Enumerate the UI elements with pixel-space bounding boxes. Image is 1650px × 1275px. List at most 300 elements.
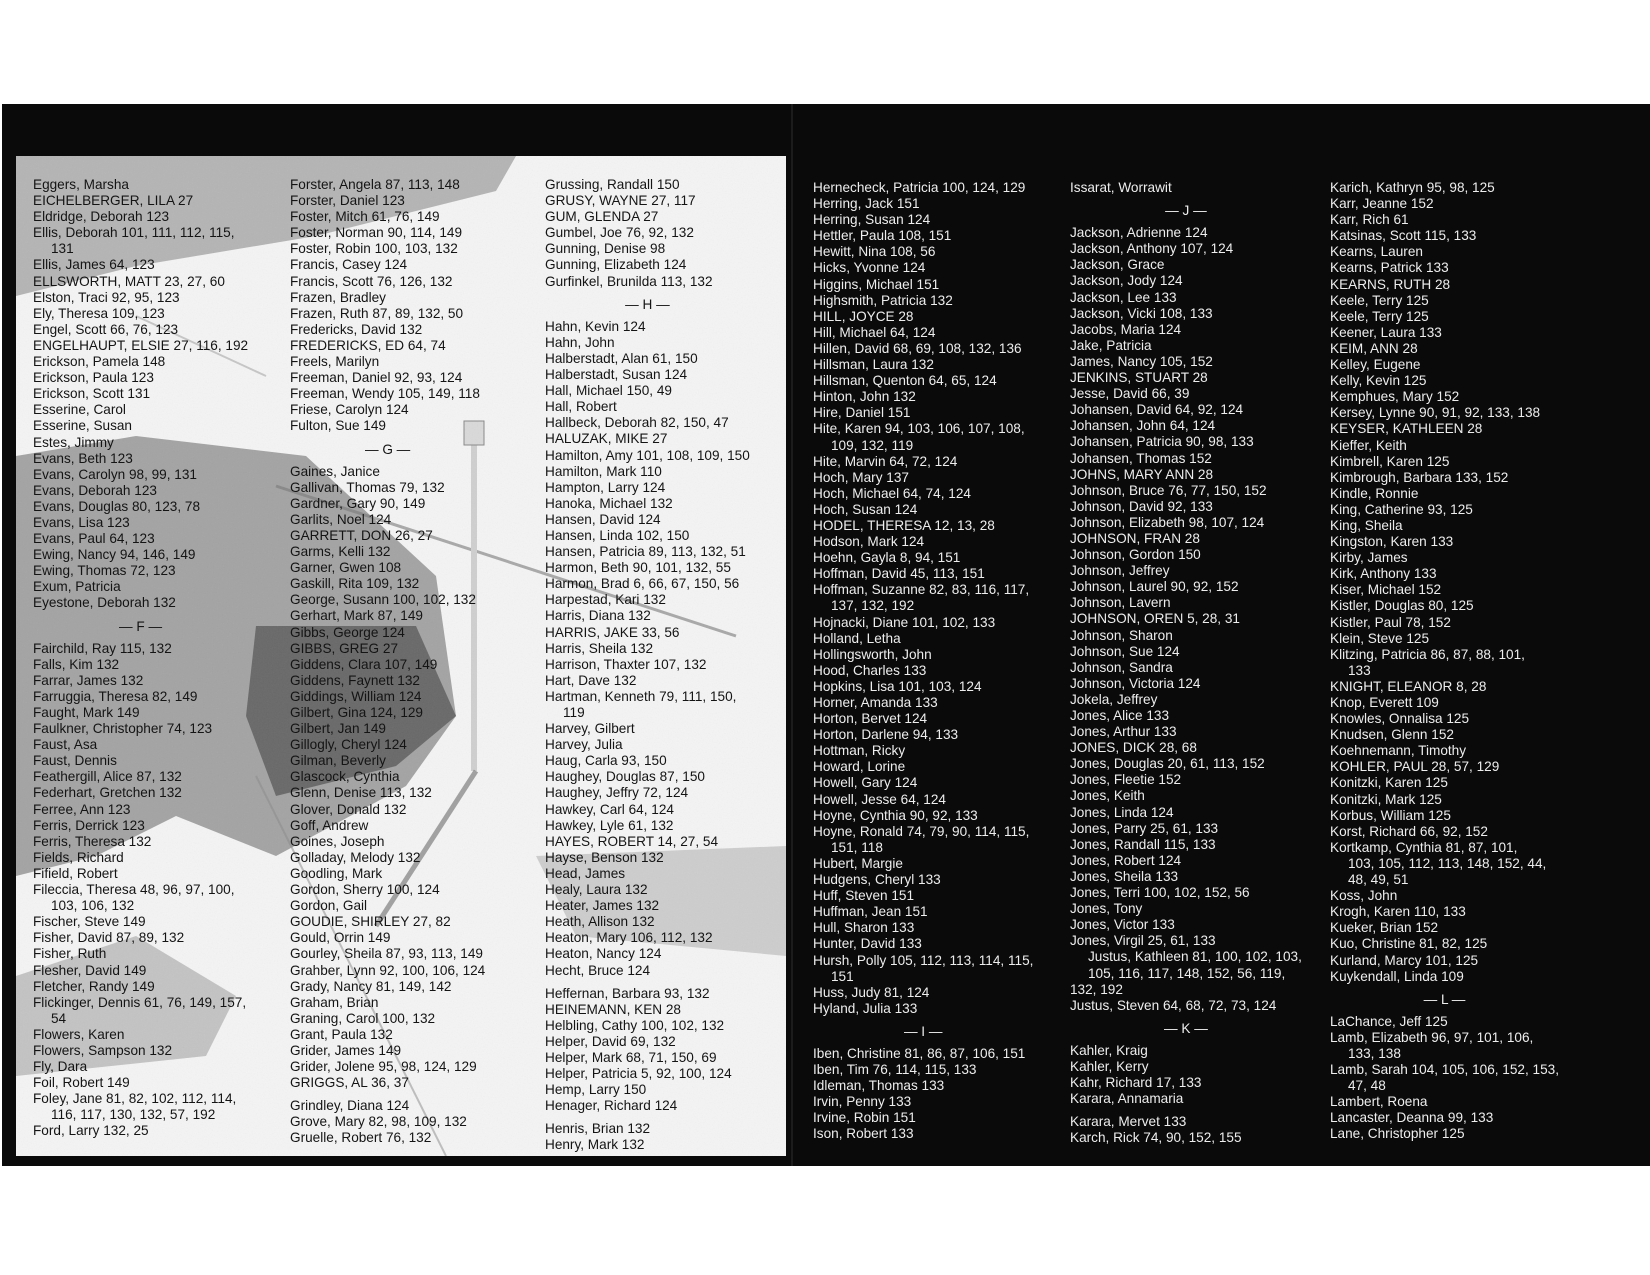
index-entry: Ely, Theresa 109, 123 [33, 305, 165, 321]
index-entry: Harvey, Julia [545, 737, 623, 753]
index-entry: Hill, Michael 64, 124 [813, 324, 936, 340]
index-entry: Justus, Steven 64, 68, 72, 73, 124 [1070, 997, 1277, 1013]
index-entry: Howell, Jesse 64, 124 [813, 791, 946, 807]
index-entry: Jones, Randall 115, 133 [1070, 836, 1216, 852]
index-entry-continuation: 151, 118 [831, 839, 883, 855]
index-entry: Eyestone, Deborah 132 [33, 595, 176, 611]
index-entry: Gunning, Denise 98 [545, 241, 666, 257]
index-entry: Hawkey, Lyle 61, 132 [545, 817, 674, 833]
index-entry: JOHNSON, OREN 5, 28, 31 [1070, 611, 1240, 627]
index-entry: Heater, James 132 [545, 898, 660, 914]
index-entry: Ferris, Derrick 123 [33, 817, 145, 833]
index-entry: HODEL, THERESA 12, 13, 28 [813, 517, 995, 533]
index-entry: Ellis, Deborah 101, 111, 112, 115, [33, 225, 235, 241]
index-entry: Kurland, Marcy 101, 125 [1330, 952, 1479, 968]
index-entry: Howard, Lorine [813, 759, 906, 775]
index-entry: Hoyne, Cynthia 90, 92, 133 [813, 807, 978, 823]
index-entry: Frazen, Bradley [290, 289, 386, 305]
index-entry: JENKINS, STUART 28 [1070, 370, 1208, 386]
index-entry: ELLSWORTH, MATT 23, 27, 60 [33, 273, 225, 289]
index-entry: Hoehn, Gayla 8, 94, 151 [813, 550, 961, 566]
index-entry: HEINEMANN, KEN 28 [545, 1001, 681, 1017]
index-column-6 [1330, 180, 1559, 1143]
index-entry: Foley, Jane 81, 82, 102, 112, 114, [33, 1091, 237, 1107]
index-entry: Head, James [545, 865, 626, 881]
index-entry: Hoch, Mary 137 [813, 469, 909, 485]
index-entry: Flowers, Karen [33, 1026, 125, 1042]
index-entry: Johansen, David 64, 92, 124 [1070, 402, 1244, 418]
index-entry: Helper, David 69, 132 [545, 1033, 676, 1049]
index-entry: Gruelle, Robert 76, 132 [290, 1130, 432, 1146]
index-entry: Harmon, Brad 6, 66, 67, 150, 56 [545, 576, 740, 592]
index-entry: Faulkner, Christopher 74, 123 [33, 721, 213, 737]
spacer [1070, 1107, 1302, 1114]
index-entry-continuation: 131 [51, 241, 74, 257]
index-entry: KNIGHT, ELEANOR 8, 28 [1330, 678, 1487, 694]
section-letter-heading: — H — [625, 296, 670, 312]
index-entry: Knudsen, Glenn 152 [1330, 727, 1454, 743]
index-entry: Keele, Terry 125 [1330, 292, 1429, 308]
index-entry: Gunning, Elizabeth 124 [545, 257, 687, 273]
index-entry: Johnson, Victoria 124 [1070, 675, 1201, 691]
index-entry: GIBBS, GREG 27 [290, 640, 399, 656]
index-entry: Hodson, Mark 124 [813, 534, 925, 550]
index-entry: Kingston, Karen 133 [1330, 534, 1454, 550]
index-entry: ENGELHAUPT, ELSIE 27, 116, 192 [33, 337, 249, 353]
index-entry: Erickson, Paula 123 [33, 370, 154, 386]
index-entry: Hudgens, Cheryl 133 [813, 872, 941, 888]
index-entry: Ison, Robert 133 [813, 1126, 914, 1142]
index-entry: Haughey, Jeffry 72, 124 [545, 785, 689, 801]
index-entry: King, Catherine 93, 125 [1330, 501, 1473, 517]
index-entry: Jackson, Grace [1070, 257, 1165, 273]
index-entry: Kortkamp, Cynthia 81, 87, 101, [1330, 839, 1518, 855]
index-entry: Jackson, Adrienne 124 [1070, 225, 1208, 241]
index-entry: Karara, Mervet 133 [1070, 1114, 1187, 1130]
index-entry: Hahn, John [545, 334, 615, 350]
index-entry: Lamb, Sarah 104, 105, 106, 152, 153, [1330, 1062, 1560, 1078]
index-entry: Foster, Robin 100, 103, 132 [290, 241, 458, 257]
index-entry: Ewing, Thomas 72, 123 [33, 563, 176, 579]
index-entry: Graham, Brian [290, 994, 379, 1010]
index-entry: Evans, Paul 64, 123 [33, 531, 155, 547]
section-letter-heading: — L — [1423, 991, 1466, 1007]
section-letter-heading: — F — [119, 618, 163, 634]
index-entry: GRUSY, WAYNE 27, 117 [545, 193, 696, 209]
index-entry: Jones, Linda 124 [1070, 804, 1174, 820]
section-letter-heading: — G — [364, 441, 411, 457]
index-entry: Grider, Jolene 95, 98, 124, 129 [290, 1059, 477, 1075]
index-entry: Hall, Michael 150, 49 [545, 383, 672, 399]
spacer [545, 979, 750, 986]
index-entry: Hull, Sharon 133 [813, 920, 915, 936]
index-entry-continuation: 151 [831, 968, 854, 984]
index-entry: Faust, Asa [33, 737, 98, 753]
index-entry: Helbling, Cathy 100, 102, 132 [545, 1017, 725, 1033]
index-entry: Kahr, Richard 17, 133 [1070, 1075, 1202, 1091]
index-entry: Gaines, Janice [290, 463, 380, 479]
index-entry: Howell, Gary 124 [813, 775, 918, 791]
index-entry: Horner, Amanda 133 [813, 695, 938, 710]
index-entry: Keener, Laura 133 [1330, 324, 1442, 340]
index-entry: Ford, Larry 132, 25 [33, 1123, 149, 1139]
index-entry: Fields, Richard [33, 849, 124, 865]
index-entry: Falls, Kim 132 [33, 656, 120, 672]
index-entry: Hood, Charles 133 [813, 662, 927, 678]
index-entry: Estes, Jimmy [33, 434, 114, 450]
index-entry: Haug, Carla 93, 150 [545, 753, 667, 769]
index-entry: Faust, Dennis [33, 753, 117, 769]
index-entry: HALUZAK, MIKE 27 [545, 431, 668, 447]
index-entry: Krogh, Karen 110, 133 [1330, 904, 1466, 920]
index-entry: Glenn, Denise 113, 132 [290, 785, 432, 801]
index-entry: Goines, Joseph [290, 833, 385, 849]
index-entry-continuation: 137, 132, 192 [831, 598, 915, 614]
index-entry: Erickson, Scott 131 [33, 386, 151, 402]
index-entry: Glover, Donald 132 [290, 801, 407, 817]
index-entry: Johansen, John 64, 124 [1070, 418, 1216, 434]
index-entry: Hinton, John 132 [813, 389, 916, 405]
index-entry: Helper, Mark 68, 71, 150, 69 [545, 1049, 717, 1065]
index-column-1 [33, 177, 248, 1140]
index-entry: Lane, Christopher 125 [1330, 1126, 1465, 1142]
index-entry: Hite, Karen 94, 103, 106, 107, 108, [813, 421, 1025, 437]
index-entry: KEIM, ANN 28 [1330, 340, 1418, 356]
index-entry: Johnson, Bruce 76, 77, 150, 152 [1070, 482, 1267, 498]
index-entry: Grindley, Diana 124 [290, 1098, 410, 1114]
index-entry: JONES, DICK 28, 68 [1070, 740, 1197, 756]
index-entry: Jackson, Anthony 107, 124 [1070, 241, 1234, 257]
index-entry: Koss, John [1330, 888, 1398, 904]
index-entry: KOHLER, PAUL 28, 57, 129 [1330, 759, 1500, 775]
index-entry: Flowers, Sampson 132 [33, 1042, 173, 1058]
index-entry: Harrison, Thaxter 107, 132 [545, 656, 707, 672]
index-entry: Horton, Bervet 124 [813, 711, 928, 727]
index-entry: Koehnemann, Timothy [1330, 743, 1467, 759]
index-entry: Evans, Carolyn 98, 99, 131 [33, 466, 197, 482]
index-entry: Katsinas, Scott 115, 133 [1330, 228, 1477, 244]
spacer [290, 1091, 485, 1098]
index-entry: Lancaster, Deanna 99, 133 [1330, 1110, 1494, 1126]
index-entry: Kuykendall, Linda 109 [1330, 968, 1464, 984]
index-entry: Johnson, Sandra [1070, 659, 1173, 675]
index-entry: Hicks, Yvonne 124 [813, 260, 926, 276]
index-entry: Kirby, James [1330, 550, 1408, 566]
index-entry: Esserine, Carol [33, 402, 126, 418]
index-entry: Johnson, Gordon 150 [1070, 547, 1201, 563]
index-entry: Fredericks, David 132 [290, 321, 423, 337]
index-entry: Kahler, Kerry [1070, 1058, 1149, 1074]
index-entry: Hite, Marvin 64, 72, 124 [813, 453, 958, 469]
index-entry: Glascock, Cynthia [290, 769, 400, 785]
index-entry: Freeman, Wendy 105, 149, 118 [290, 386, 480, 402]
index-entry: Francis, Scott 76, 126, 132 [290, 273, 453, 289]
index-entry: Halberstadt, Susan 124 [545, 367, 688, 383]
index-entry: Hoyne, Ronald 74, 79, 90, 114, 115, [813, 823, 1030, 839]
index-entry: Karch, Rick 74, 90, 152, 155 [1070, 1130, 1242, 1146]
index-entry: Gardner, Gary 90, 149 [290, 495, 426, 511]
index-entry: Jesse, David 66, 39 [1070, 386, 1190, 402]
index-entry-continuation: 116, 117, 130, 132, 57, 192 [51, 1107, 216, 1123]
index-entry: Foster, Mitch 61, 76, 149 [290, 209, 440, 225]
index-entry: Iben, Tim 76, 114, 115, 133 [813, 1062, 977, 1078]
index-entry: Hall, Robert [545, 399, 617, 415]
index-column-4 [813, 180, 1033, 1143]
index-entry: Freels, Marilyn [290, 354, 380, 370]
index-entry: Fulton, Sue 149 [290, 418, 386, 434]
index-entry: Grider, James 149 [290, 1042, 402, 1058]
index-entry: Esserine, Susan [33, 418, 132, 434]
index-entry: Johnson, Laurel 90, 92, 152 [1070, 579, 1239, 595]
index-entry: Jones, Fleetie 152 [1070, 772, 1182, 788]
index-entry: Johnson, Jeffrey [1070, 563, 1170, 579]
index-entry: Hemp, Larry 150 [545, 1082, 647, 1098]
index-entry: Korst, Richard 66, 92, 152 [1330, 823, 1488, 839]
index-entry: Hewitt, Nina 108, 56 [813, 244, 936, 260]
index-entry: Jones, Arthur 133 [1070, 724, 1177, 740]
index-entry: Hart, Dave 132 [545, 672, 637, 688]
index-entry: Iben, Christine 81, 86, 87, 106, 151 [813, 1045, 1026, 1061]
index-entry: Hyland, Julia 133 [813, 1000, 918, 1016]
index-entry: Ewing, Nancy 94, 146, 149 [33, 547, 196, 563]
index-entry: Jackson, Vicki 108, 133 [1070, 305, 1213, 321]
index-entry: Fletcher, Randy 149 [33, 978, 155, 994]
index-entry: Garlits, Noel 124 [290, 511, 392, 527]
index-entry: Farruggia, Theresa 82, 149 [33, 688, 198, 704]
index-entry-continuation: 47, 48 [1348, 1078, 1386, 1094]
index-entry: Garms, Kelli 132 [290, 544, 391, 560]
index-entry: Herring, Susan 124 [813, 212, 931, 228]
index-column-2 [290, 177, 485, 1147]
index-entry: Francis, Casey 124 [290, 257, 408, 273]
index-entry: Ferris, Theresa 132 [33, 833, 152, 849]
index-entry: Hansen, Linda 102, 150 [545, 527, 690, 543]
index-entry: Harris, Diana 132 [545, 608, 651, 624]
index-entry: Hettler, Paula 108, 151 [813, 228, 952, 244]
index-entry: Harris, Sheila 132 [545, 640, 654, 656]
index-entry: Irvin, Penny 133 [813, 1094, 912, 1110]
index-entry-continuation: 133, 138 [1348, 1045, 1401, 1061]
index-entry: Idleman, Thomas 133 [813, 1078, 945, 1094]
index-entry: Lambert, Roena [1330, 1094, 1428, 1110]
index-entry-continuation: 109, 132, 119 [831, 437, 914, 453]
index-entry: JOHNS, MARY ANN 28 [1070, 466, 1214, 482]
index-entry: Jokela, Jeffrey [1070, 691, 1158, 707]
index-entry: EICHELBERGER, LILA 27 [33, 193, 194, 209]
index-entry: Elston, Traci 92, 95, 123 [33, 289, 180, 305]
index-entry: Hawkey, Carl 64, 124 [545, 801, 674, 817]
index-entry: Knop, Everett 109 [1330, 695, 1439, 710]
index-entry: Foil, Robert 149 [33, 1075, 130, 1091]
index-entry: Johnson, Sharon [1070, 627, 1173, 643]
index-entry: GOUDIE, SHIRLEY 27, 82 [290, 914, 451, 930]
index-entry: Kiser, Michael 152 [1330, 582, 1442, 598]
index-entry: George, Susann 100, 102, 132 [290, 592, 476, 608]
index-entry: Flesher, David 149 [33, 962, 147, 978]
index-entry: King, Sheila [1330, 517, 1403, 533]
index-entry: Gilbert, Jan 149 [290, 721, 386, 737]
index-entry: Kersey, Lynne 90, 91, 92, 133, 138 [1330, 405, 1541, 421]
index-entry: Friese, Carolyn 124 [290, 402, 409, 418]
index-entry: Korbus, William 125 [1330, 807, 1451, 823]
index-entry: Gordon, Gail [290, 898, 368, 914]
index-entry: Jones, Virgil 25, 61, 133 [1070, 933, 1216, 949]
index-entry: Jones, Douglas 20, 61, 113, 152 [1070, 756, 1265, 772]
index-entry-continuation: 48, 49, 51 [1348, 872, 1409, 888]
section-letter-heading: — J — [1165, 203, 1207, 219]
index-entry: Eggers, Marsha [33, 177, 129, 192]
index-entry: Fifield, Robert [33, 865, 118, 881]
index-entry: Huffman, Jean 151 [813, 904, 928, 920]
index-entry: Harmon, Beth 90, 101, 132, 55 [545, 560, 731, 576]
index-entry: Kueker, Brian 152 [1330, 920, 1439, 936]
index-entry: Kirk, Anthony 133 [1330, 566, 1437, 582]
index-entry: Heaton, Nancy 124 [545, 946, 662, 962]
index-entry: FREDERICKS, ED 64, 74 [290, 337, 446, 353]
index-entry: Kindle, Ronnie [1330, 485, 1419, 501]
index-entry: Hanoka, Michael 132 [545, 495, 673, 511]
index-entry: Jones, Alice 133 [1070, 708, 1169, 723]
index-entry: Highsmith, Patricia 132 [813, 292, 953, 308]
index-entry: Forster, Daniel 123 [290, 193, 405, 209]
index-entry: Kearns, Lauren [1330, 244, 1423, 260]
index-entry: Hoffman, David 45, 113, 151 [813, 566, 985, 582]
index-entry: Irvine, Robin 151 [813, 1110, 916, 1126]
index-column-3 [545, 177, 750, 1154]
index-entry: Kahler, Kraig [1070, 1042, 1148, 1058]
index-entry: Hojnacki, Diane 101, 102, 133 [813, 614, 996, 630]
index-entry: Kelley, Eugene [1330, 357, 1421, 373]
index-entry: Exum, Patricia [33, 579, 121, 595]
index-entry: Keele, Terry 125 [1330, 308, 1429, 324]
index-entry: Haughey, Douglas 87, 150 [545, 769, 705, 785]
index-entry: Johnson, David 92, 133 [1070, 498, 1213, 514]
spacer [545, 1114, 750, 1121]
index-entry: Fisher, Ruth [33, 946, 107, 962]
index-entry: Faught, Mark 149 [33, 705, 140, 720]
index-entry: Jones, Sheila 133 [1070, 868, 1179, 884]
index-entry-continuation: 119 [563, 705, 585, 720]
index-entry: Johnson, Sue 124 [1070, 643, 1180, 659]
index-entry: Jones, Victor 133 [1070, 917, 1175, 933]
index-entry: Evans, Deborah 123 [33, 482, 157, 498]
index-entry: Jones, Tony [1070, 901, 1143, 917]
index-entry: HARRIS, JAKE 33, 56 [545, 624, 680, 640]
index-entry: Hartman, Kenneth 79, 111, 150, [545, 688, 737, 704]
index-entry: Hubert, Margie [813, 855, 903, 871]
index-entry: KEARNS, RUTH 28 [1330, 276, 1451, 292]
index-entry: Farrar, James 132 [33, 672, 144, 688]
index-entry: Klitzing, Patricia 86, 87, 88, 101, [1330, 646, 1525, 662]
index-entry: GUM, GLENDA 27 [545, 209, 659, 225]
index-entry: Evans, Lisa 123 [33, 514, 130, 530]
index-entry: Flickinger, Dennis 61, 76, 149, 157, [33, 994, 247, 1010]
index-entry: Helper, Patricia 5, 92, 100, 124 [545, 1066, 732, 1082]
index-entry: Gilman, Beverly [290, 753, 386, 769]
index-entry-continuation: 105, 116, 117, 148, 152, 56, 119, [1088, 965, 1286, 981]
index-entry: HAYES, ROBERT 14, 27, 54 [545, 833, 719, 849]
index-entry: Karr, Jeanne 152 [1330, 196, 1434, 212]
index-entry: Hillen, David 68, 69, 108, 132, 136 [813, 340, 1022, 356]
index-entry: Heffernan, Barbara 93, 132 [545, 985, 710, 1001]
index-entry: Hansen, David 124 [545, 511, 661, 527]
index-entry: Evans, Douglas 80, 123, 78 [33, 498, 201, 514]
index-entry: Hursh, Polly 105, 112, 113, 114, 115, [813, 952, 1034, 968]
index-entry: Klein, Steve 125 [1330, 630, 1429, 646]
index-entry-continuation: 103, 105, 112, 113, 148, 152, 44, [1348, 855, 1547, 871]
index-entry: Gordon, Sherry 100, 124 [290, 882, 440, 898]
index-entry: Hillsman, Laura 132 [813, 357, 934, 373]
index-entry: Konitzki, Karen 125 [1330, 775, 1448, 791]
index-entry: Harvey, Gilbert [545, 721, 635, 737]
index-entry: Henris, Brian 132 [545, 1121, 651, 1137]
index-entry: Jones, Robert 124 [1070, 852, 1182, 868]
index-entry: Erickson, Pamela 148 [33, 354, 166, 370]
index-entry: Grussing, Randall 150 [545, 177, 680, 192]
index-entry: Henry, Mark 132 [545, 1137, 645, 1153]
index-entry: Gould, Orrin 149 [290, 930, 391, 946]
index-entry: Hampton, Larry 124 [545, 479, 666, 495]
index-entry: Kuo, Christine 81, 82, 125 [1330, 936, 1488, 952]
index-entry: Herring, Jack 151 [813, 196, 920, 212]
index-entry: Gourley, Sheila 87, 93, 113, 149 [290, 946, 483, 962]
index-entry: 132, 192 [1070, 981, 1123, 997]
index-entry: Jones, Keith [1070, 788, 1145, 804]
index-entry: LaChance, Jeff 125 [1330, 1013, 1448, 1029]
index-entry: Holland, Letha [813, 630, 901, 646]
index-entry: Grove, Mary 82, 98, 109, 132 [290, 1114, 467, 1130]
index-entry: Karr, Rich 61 [1330, 212, 1409, 228]
index-column-5 [1070, 180, 1302, 1146]
index-entry: Hahn, Kevin 124 [545, 318, 646, 334]
index-entry: Jacobs, Maria 124 [1070, 321, 1182, 337]
index-entry: Eldridge, Deborah 123 [33, 209, 170, 225]
index-entry: Hollingsworth, John [813, 646, 932, 662]
index-entry: JOHNSON, FRAN 28 [1070, 530, 1200, 546]
index-entry: Issarat, Worrawit [1070, 180, 1172, 195]
index-entry: Horton, Darlene 94, 133 [813, 727, 959, 743]
index-entry: Hoffman, Suzanne 82, 83, 116, 117, [813, 582, 1030, 598]
index-entry: Grady, Nancy 81, 149, 142 [290, 978, 452, 994]
index-entry: HILL, JOYCE 28 [813, 308, 914, 324]
index-entry: Gibbs, George 124 [290, 624, 405, 640]
index-entry: Foster, Norman 90, 114, 149 [290, 225, 463, 241]
section-letter-heading: — I — [903, 1023, 943, 1039]
index-entry: Kearns, Patrick 133 [1330, 260, 1449, 276]
index-entry: Knowles, Onnalisa 125 [1330, 711, 1470, 727]
index-entry: Freeman, Daniel 92, 93, 124 [290, 370, 463, 386]
index-entry: GRIGGS, AL 36, 37 [290, 1075, 409, 1091]
index-entry: Kelly, Kevin 125 [1330, 373, 1427, 389]
index-entry: Gaskill, Rita 109, 132 [290, 576, 420, 592]
index-entry: Hamilton, Mark 110 [545, 463, 662, 479]
index-entry: Fisher, David 87, 89, 132 [33, 930, 185, 946]
index-entry: Ferree, Ann 123 [33, 801, 131, 817]
section-letter-heading: — K — [1164, 1020, 1208, 1036]
index-entry: Jones, Parry 25, 61, 133 [1070, 820, 1219, 836]
index-entry: Johnson, Lavern [1070, 595, 1171, 611]
index-entry: Hire, Daniel 151 [813, 405, 911, 421]
index-entry: Karich, Kathryn 95, 98, 125 [1330, 180, 1495, 195]
index-entry-continuation: 54 [51, 1010, 67, 1026]
index-entry: Harpestad, Kari 132 [545, 592, 666, 608]
index-entry: Gilbert, Gina 124, 129 [290, 705, 423, 720]
index-entry-continuation: 133 [1348, 662, 1371, 678]
index-entry: Heath, Allison 132 [545, 914, 655, 930]
index-entry: Frazen, Ruth 87, 89, 132, 50 [290, 305, 464, 321]
index-entry: Fileccia, Theresa 48, 96, 97, 100, [33, 882, 235, 898]
index-entry-continuation: Justus, Kathleen 81, 100, 102, 103, [1088, 949, 1302, 965]
